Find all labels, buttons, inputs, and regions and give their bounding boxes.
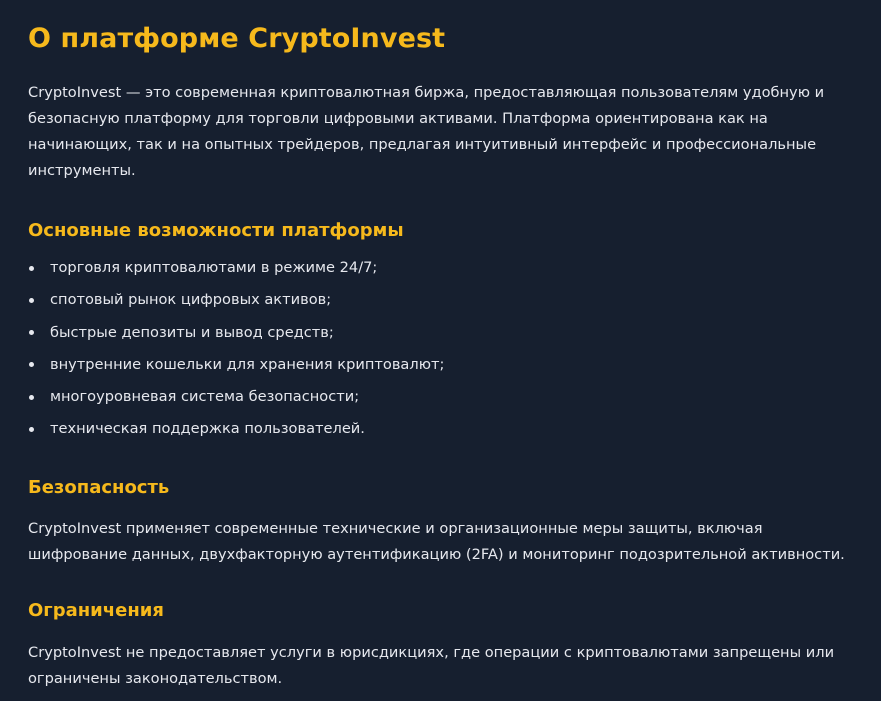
list-item [28,317,853,349]
bullet-icon [29,266,34,271]
bullet-icon [29,330,34,335]
intro-paragraph: CryptoInvest — это современная криптовалютная биржа, предоставляющая пользователям удобную и безопасную платформу для торговли цифровыми активами. Платформа ориентирована как на начинающих, так и на опытных трейдеров, предлагая интуитивный интерфейс и профессиональные инструменты. [28,84,825,179]
list-item-text: спотовый рынок цифровых активов; [50,291,332,309]
list-item-text: торговля криптовалютами в режиме 24/7; [50,259,378,276]
security-heading: Безопасность [28,476,170,498]
features-heading: Основные возможности платформы [28,220,404,241]
list-item [28,284,853,316]
list-item [28,252,853,284]
limitations-paragraph: CryptoInvest не предоставляет услуги в юрисдикциях, где операции с криптовалютами запрещены или ограничены законодательством. [28,643,835,687]
security-paragraph: CryptoInvest применяет современные технические и организационные меры защиты, включая шифрование данных, двухфакторную аутентификацию (2FA) и мониторинг подозрительной активности. [28,519,845,563]
limitations-heading: Ограничения [28,599,164,621]
list-item [28,381,853,413]
list-item-text: многоуровневая система безопасности; [50,388,360,406]
bullet-icon [29,427,34,432]
list-item-text: быстрые депозиты и вывод средств; [50,323,334,341]
page-title: О платформе CryptoInvest [28,23,446,54]
bullet-icon [29,362,34,367]
list-item [28,349,853,381]
list-item-text: внутренние кошельки для хранения криптовалют; [50,355,445,373]
list-item [28,413,853,445]
list-item-text: техническая поддержка пользователей. [50,420,365,438]
bullet-icon [29,298,34,303]
bullet-icon [29,395,34,400]
features-list [28,252,853,446]
